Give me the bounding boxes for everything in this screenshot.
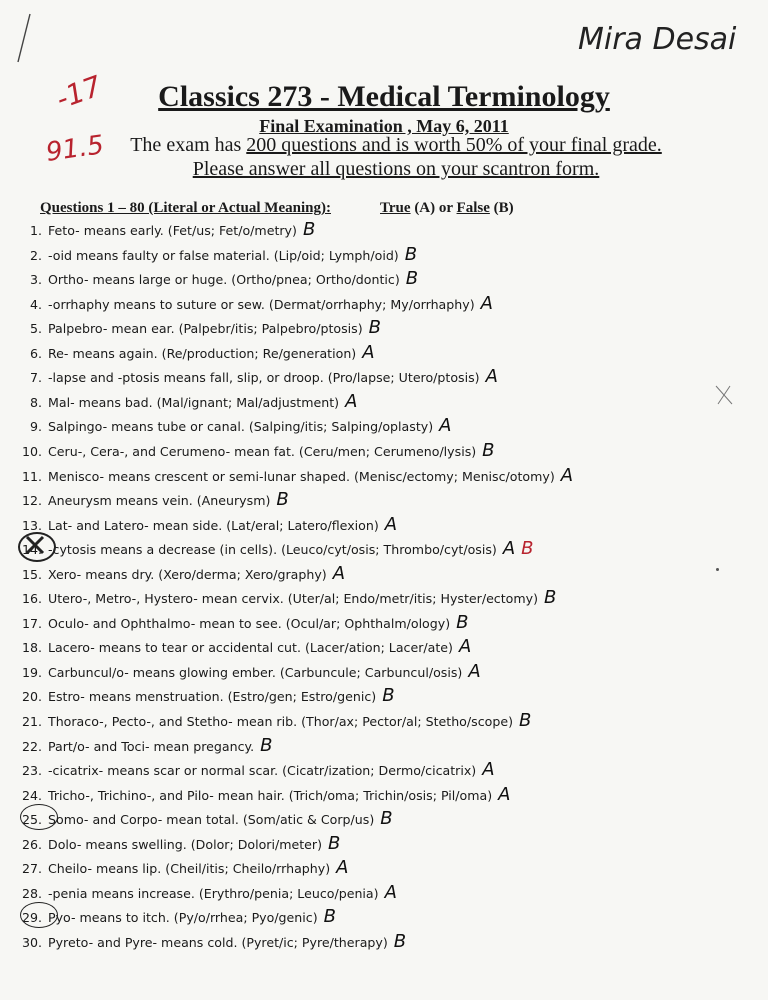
handwritten-answer: A: [336, 857, 349, 878]
question-row: [14, 219, 614, 240]
handwritten-answer: B: [380, 808, 393, 829]
question-text: Carbuncul/o- means glowing ember. (Carbuncule; Carbuncul/osis): [48, 665, 463, 680]
handwritten-answer: B: [518, 710, 532, 731]
question-number: 6.: [29, 346, 42, 361]
handwritten-answer: B: [328, 833, 341, 854]
question-number: 19.: [21, 665, 42, 680]
question-text: -lapse and -ptosis means fall, slip, or droop. (Pro/lapse; Utero/ptosis): [48, 370, 480, 385]
question-number: 18.: [21, 640, 42, 655]
question-text: Pyreto- and Pyre- means cold. (Pyret/ic; Pyre/therapy): [48, 935, 388, 950]
question-number: 17.: [21, 616, 42, 631]
point-deduction: -17: [51, 69, 106, 116]
question-row: [14, 661, 614, 682]
handwritten-answer: A: [345, 391, 358, 412]
question-row: [14, 784, 614, 805]
question-row: [14, 244, 614, 265]
handwritten-answer: A: [498, 784, 511, 805]
question-text: Estro- means menstruation. (Estro/gen; Estro/genic): [48, 689, 377, 704]
question-number: 4.: [29, 297, 42, 312]
question-text: Feto- means early. (Fet/us; Fet/o/metry): [48, 223, 297, 238]
question-row: [14, 366, 614, 387]
cross-mark-14: [24, 534, 46, 556]
question-row: [14, 317, 614, 338]
or-label: or: [438, 200, 453, 216]
question-text: -cytosis means a decrease (in cells). (Leuco/cyt/osis; Thrombo/cyt/osis): [48, 542, 497, 557]
handwritten-answer: A: [439, 415, 452, 436]
handwritten-answer: B: [382, 685, 395, 706]
question-row: [14, 931, 614, 952]
question-row: [14, 636, 614, 657]
exam-instructions: Please answer all questions on your scantron form.: [192, 158, 600, 180]
question-row: [14, 391, 614, 412]
handwritten-answer: A: [362, 342, 375, 363]
section-heading: [40, 200, 331, 217]
question-row: [14, 489, 614, 510]
circle-mark-29: [20, 902, 58, 928]
question-text: Menisco- means crescent or semi-lunar shaped. (Menisc/ectomy; Menisc/otomy): [48, 469, 555, 484]
question-row: [14, 465, 614, 486]
handwritten-answer: B: [302, 219, 316, 240]
false-label: False: [456, 200, 490, 216]
question-row: [14, 342, 614, 363]
question-text: Tricho-, Trichino-, and Pilo- mean hair. (Trich/oma; Trichin/osis; Pil/oma): [48, 788, 493, 803]
handwritten-answer: A: [458, 636, 472, 657]
handwritten-answer: B: [260, 735, 273, 756]
handwritten-answer: A: [485, 366, 498, 387]
question-text: -orrhaphy means to suture or sew. (Dermat/orrhaphy; My/orrhaphy): [48, 297, 475, 312]
question-number: 27.: [21, 861, 42, 876]
question-row: [14, 563, 614, 584]
handwritten-answer: B: [368, 317, 381, 338]
false-code: (B): [493, 200, 514, 216]
grade-score: 91.5: [44, 130, 106, 168]
question-row: [14, 857, 614, 878]
question-row: [14, 293, 614, 314]
question-text: -penia means increase. (Erythro/penia; Leuco/penia): [48, 886, 379, 901]
question-text: Somo- and Corpo- mean total. (Som/atic & Corp/us): [48, 812, 375, 827]
question-row: [14, 906, 614, 927]
question-number: 26.: [21, 837, 42, 852]
question-text: Lacero- means to tear or accidental cut. (Lacer/ation; Lacer/ate): [48, 640, 453, 655]
question-text: Lat- and Latero- mean side. (Lat/eral; Latero/flexion): [48, 518, 379, 533]
question-number: 23.: [21, 763, 42, 778]
question-row: [14, 268, 614, 289]
question-row: [14, 538, 614, 559]
question-number: 13.: [21, 518, 42, 533]
handwritten-answer: A: [560, 465, 574, 486]
exam-info-emphasis: 200 questions and is worth 50% of your final grade.: [246, 134, 662, 156]
question-number: 29.: [21, 910, 42, 925]
question-text: Dolo- means swelling. (Dolor; Dolori/meter): [48, 837, 323, 852]
question-row: [14, 685, 614, 706]
question-text: -oid means faulty or false material. (Lip/oid; Lymph/oid): [48, 248, 399, 263]
question-number: 8.: [29, 395, 42, 410]
question-text: Xero- means dry. (Xero/derma; Xero/graphy): [48, 567, 327, 582]
handwritten-answer: B: [544, 587, 557, 608]
question-row: [14, 808, 614, 829]
question-row: [14, 514, 614, 535]
question-number: 2.: [29, 248, 42, 263]
handwritten-answer: B: [482, 440, 495, 461]
question-text: Aneurysm means vein. (Aneurysm): [48, 493, 271, 508]
question-row: [14, 759, 614, 780]
question-number: 10.: [21, 444, 42, 459]
question-number: 11.: [21, 469, 42, 484]
question-number: 25.: [21, 812, 42, 827]
question-text: Ortho- means large or huge. (Ortho/pnea; Ortho/dontic): [48, 272, 400, 287]
handwritten-answer: B: [404, 244, 418, 265]
question-number: 21.: [21, 714, 42, 729]
student-name: Mira Desai: [578, 22, 737, 57]
question-text: Mal- means bad. (Mal/ignant; Mal/adjustment): [48, 395, 340, 410]
question-number: 24.: [21, 788, 42, 803]
question-row: [14, 735, 614, 756]
question-text: Pyo- means to itch. (Py/o/rrhea; Pyo/genic): [48, 910, 318, 925]
question-row: [14, 415, 614, 436]
handwritten-answer: A: [332, 563, 346, 584]
question-row: [14, 440, 614, 461]
question-number: 5.: [29, 321, 42, 336]
question-number: 14.: [21, 542, 42, 557]
question-number: 7.: [29, 370, 42, 385]
question-row: [14, 587, 614, 608]
handwritten-answer: A: [502, 538, 516, 559]
true-code: (A): [414, 200, 436, 216]
question-text: Part/o- and Toci- mean pregancy.: [48, 739, 255, 754]
circle-mark-25: [20, 804, 58, 830]
exam-subtitle: Final Examination , May 6, 2011: [259, 116, 509, 136]
handwritten-answer: A: [384, 882, 397, 903]
exam-info-text: The exam has: [130, 134, 247, 156]
question-number: 12.: [21, 493, 42, 508]
question-text: Ceru-, Cera-, and Cerumeno- mean fat. (Ceru/men; Cerumeno/lysis): [48, 444, 477, 459]
true-false-key: [380, 200, 514, 217]
question-number: 9.: [29, 419, 42, 434]
handwritten-answer: B: [276, 489, 289, 510]
question-row: [14, 710, 614, 731]
question-text: Salpingo- means tube or canal. (Salping/itis; Salping/oplasty): [48, 419, 434, 434]
question-row: [14, 833, 614, 854]
question-text: Thoraco-, Pecto-, and Stetho- mean rib. (Thor/ax; Pector/al; Stetho/scope): [48, 714, 513, 729]
true-label: True: [380, 200, 411, 216]
question-text: -cicatrix- means scar or normal scar. (Cicatr/ization; Dermo/cicatrix): [48, 763, 477, 778]
handwritten-answer: A: [468, 661, 481, 682]
question-number: 15.: [21, 567, 42, 582]
corrected-answer: B: [521, 538, 534, 559]
handwritten-answer: B: [405, 268, 419, 289]
question-text: Re- means again. (Re/production; Re/generation): [48, 346, 357, 361]
question-text: Utero-, Metro-, Hystero- mean cervix. (Uter/al; Endo/metr/itis; Hyster/ectomy): [48, 591, 539, 606]
question-number: 20.: [21, 689, 42, 704]
handwritten-answer: B: [323, 906, 336, 927]
exam-title: Classics 273 - Medical Terminology: [158, 80, 610, 113]
handwritten-answer: A: [482, 759, 495, 780]
exam-info-line: [12, 134, 768, 157]
pen-stroke-mark: [8, 10, 38, 70]
question-number: 22.: [21, 739, 42, 754]
question-text: Palpebro- mean ear. (Palpebr/itis; Palpebro/ptosis): [48, 321, 363, 336]
question-text: Cheilo- means lip. (Cheil/itis; Cheilo/rrhaphy): [48, 861, 331, 876]
question-row: [14, 882, 614, 903]
handwritten-answer: B: [393, 931, 407, 952]
section-heading-text: Questions 1 – 80 (Literal or Actual Meaning):: [40, 200, 331, 216]
handwritten-answer: A: [384, 514, 398, 535]
question-number: 16.: [21, 591, 42, 606]
question-number: 28.: [21, 886, 42, 901]
handwritten-answer: A: [480, 293, 493, 314]
margin-cross-mark: [714, 384, 734, 406]
question-text: Oculo- and Ophthalmo- mean to see. (Ocul/ar; Ophthalm/ology): [48, 616, 451, 631]
margin-dot-mark: [716, 568, 719, 571]
question-number: 1.: [29, 223, 42, 238]
question-number: 3.: [29, 272, 42, 287]
handwritten-answer: B: [456, 612, 469, 633]
question-row: [14, 612, 614, 633]
question-number: 30.: [21, 935, 42, 950]
